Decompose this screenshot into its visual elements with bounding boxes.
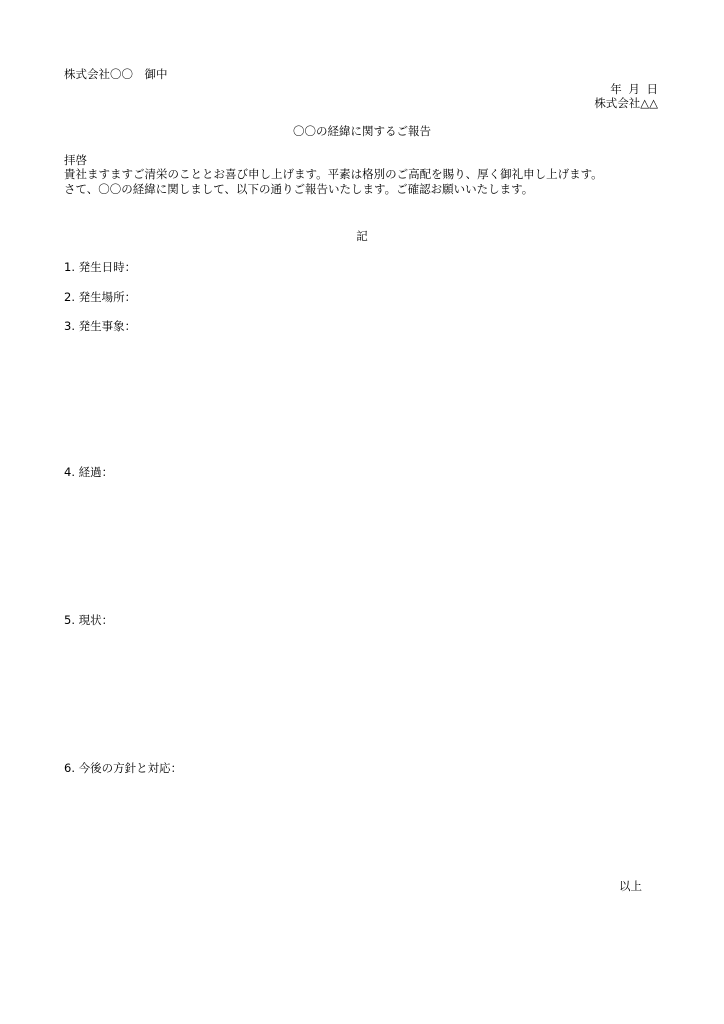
salutation: 拝啓 [64, 153, 87, 167]
sender-line: 株式会社△△ [594, 96, 658, 110]
body-line-1: 貴社ますますご清栄のこととお喜び申し上げます。平素は格別のご高配を賜り、厚く御礼申し上げます。 [64, 167, 603, 181]
body-line-2: さて、〇〇の経緯に関しまして、以下の通りご報告いたします。ご確認お願いいたします。 [64, 182, 534, 196]
item-current-status: 5. 現状： [64, 613, 114, 627]
date-line [607, 82, 658, 96]
recipient-line: 株式会社〇〇 御中 [64, 67, 168, 81]
item-progress: 4. 経過： [64, 465, 114, 479]
date-year: 年 [610, 82, 622, 96]
item-occurrence-location: 2. 発生場所： [64, 290, 137, 304]
item-future-policy: 6. 今後の方針と対応： [64, 761, 183, 775]
item-occurrence-event: 3. 発生事象： [64, 319, 137, 333]
subject-title: 〇〇の経緯に関するご報告 [293, 124, 431, 138]
item-occurrence-datetime: 1. 発生日時： [64, 260, 137, 274]
date-day: 日 [646, 82, 658, 96]
ki-marker: 記 [356, 229, 368, 243]
date-month: 月 [628, 82, 640, 96]
closing-word: 以上 [619, 879, 642, 893]
